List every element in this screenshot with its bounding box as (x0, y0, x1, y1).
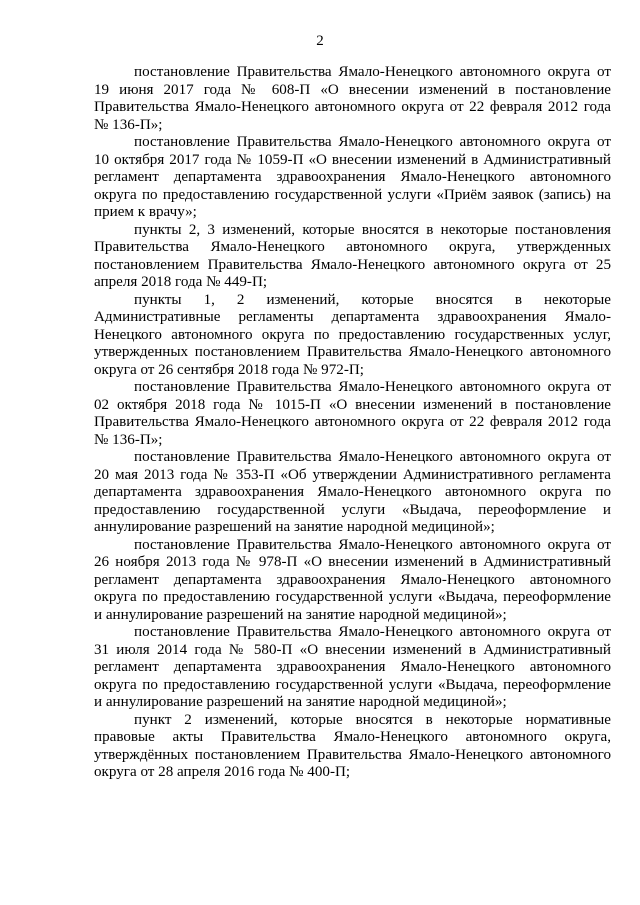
paragraph: пункты 2, 3 изменений, которые вносятся в некоторые постановления Правительства Ямало-Ненецкого автономного округа, утвержденных постановлением Правительства Ямало-Ненецкого автономного округа от 25 апреля 2018 года № 449-П; (94, 221, 611, 290)
paragraph: постановление Правительства Ямало-Ненецкого автономного округа от 19 июня 2017 года № 608-П «О внесении изменений в постановление Правительства Ямало-Ненецкого автономного округа от 22 февраля 2012 года № 136-П»; (94, 64, 611, 133)
paragraph: постановление Правительства Ямало-Ненецкого автономного округа от 31 июля 2014 года № 580-П «О внесении изменений в Административный регламент департамента здравоохранения Ямало-Ненецкого автономного округа по предоставлению государственной услуги «Выдача, переоформление и аннулирование разрешений на занятие народной медициной»; (94, 624, 611, 710)
paragraph: постановление Правительства Ямало-Ненецкого автономного округа от 20 мая 2013 года № 353-П «Об утверждении Административного регламента департамента здравоохранения Ямало-Ненецкого автономного округа по предоставлению государственной услуги «Выдача, переоформление и аннулирование разрешений на занятие народной медициной»; (94, 449, 611, 535)
paragraph: пункты 1, 2 изменений, которые вносятся в некоторые Административные регламенты департамента здравоохранения Ямало-Ненецкого автономного округа по предоставлению государственных услуг, утвержденных постановлением Правительства Ямало-Ненецкого автономного округа от 26 сентября 2018 года № 972-П; (94, 291, 611, 378)
paragraph: пункт 2 изменений, которые вносятся в некоторые нормативные правовые акты Правительства Ямало-Ненецкого автономного округа, утверждённых постановлением Правительства Ямало-Ненецкого автономного округа от 28 апреля 2016 года № 400-П; (94, 711, 611, 780)
document-body (94, 64, 611, 782)
page-number: 2 (316, 33, 324, 49)
paragraph: постановление Правительства Ямало-Ненецкого автономного округа от 26 ноября 2013 года № 978-П «О внесении изменений в Административный регламент департамента здравоохранения Ямало-Ненецкого автономного округа по предоставлению государственной услуги «Выдача, переоформление и аннулирование разрешений на занятие народной медициной»; (94, 536, 611, 623)
paragraph: постановление Правительства Ямало-Ненецкого автономного округа от 10 октября 2017 года № 1059-П «О внесении изменений в Административный регламент департамента здравоохранения Ямало-Ненецкого автономного округа по предоставлению государственной услуги «Приём заявок (запись) на прием к врачу»; (94, 134, 611, 220)
paragraph: постановление Правительства Ямало-Ненецкого автономного округа от 02 октября 2018 года № 1015-П «О внесении изменений в постановление Правительства Ямало-Ненецкого автономного округа от 22 февраля 2012 года № 136-П»; (94, 379, 611, 448)
